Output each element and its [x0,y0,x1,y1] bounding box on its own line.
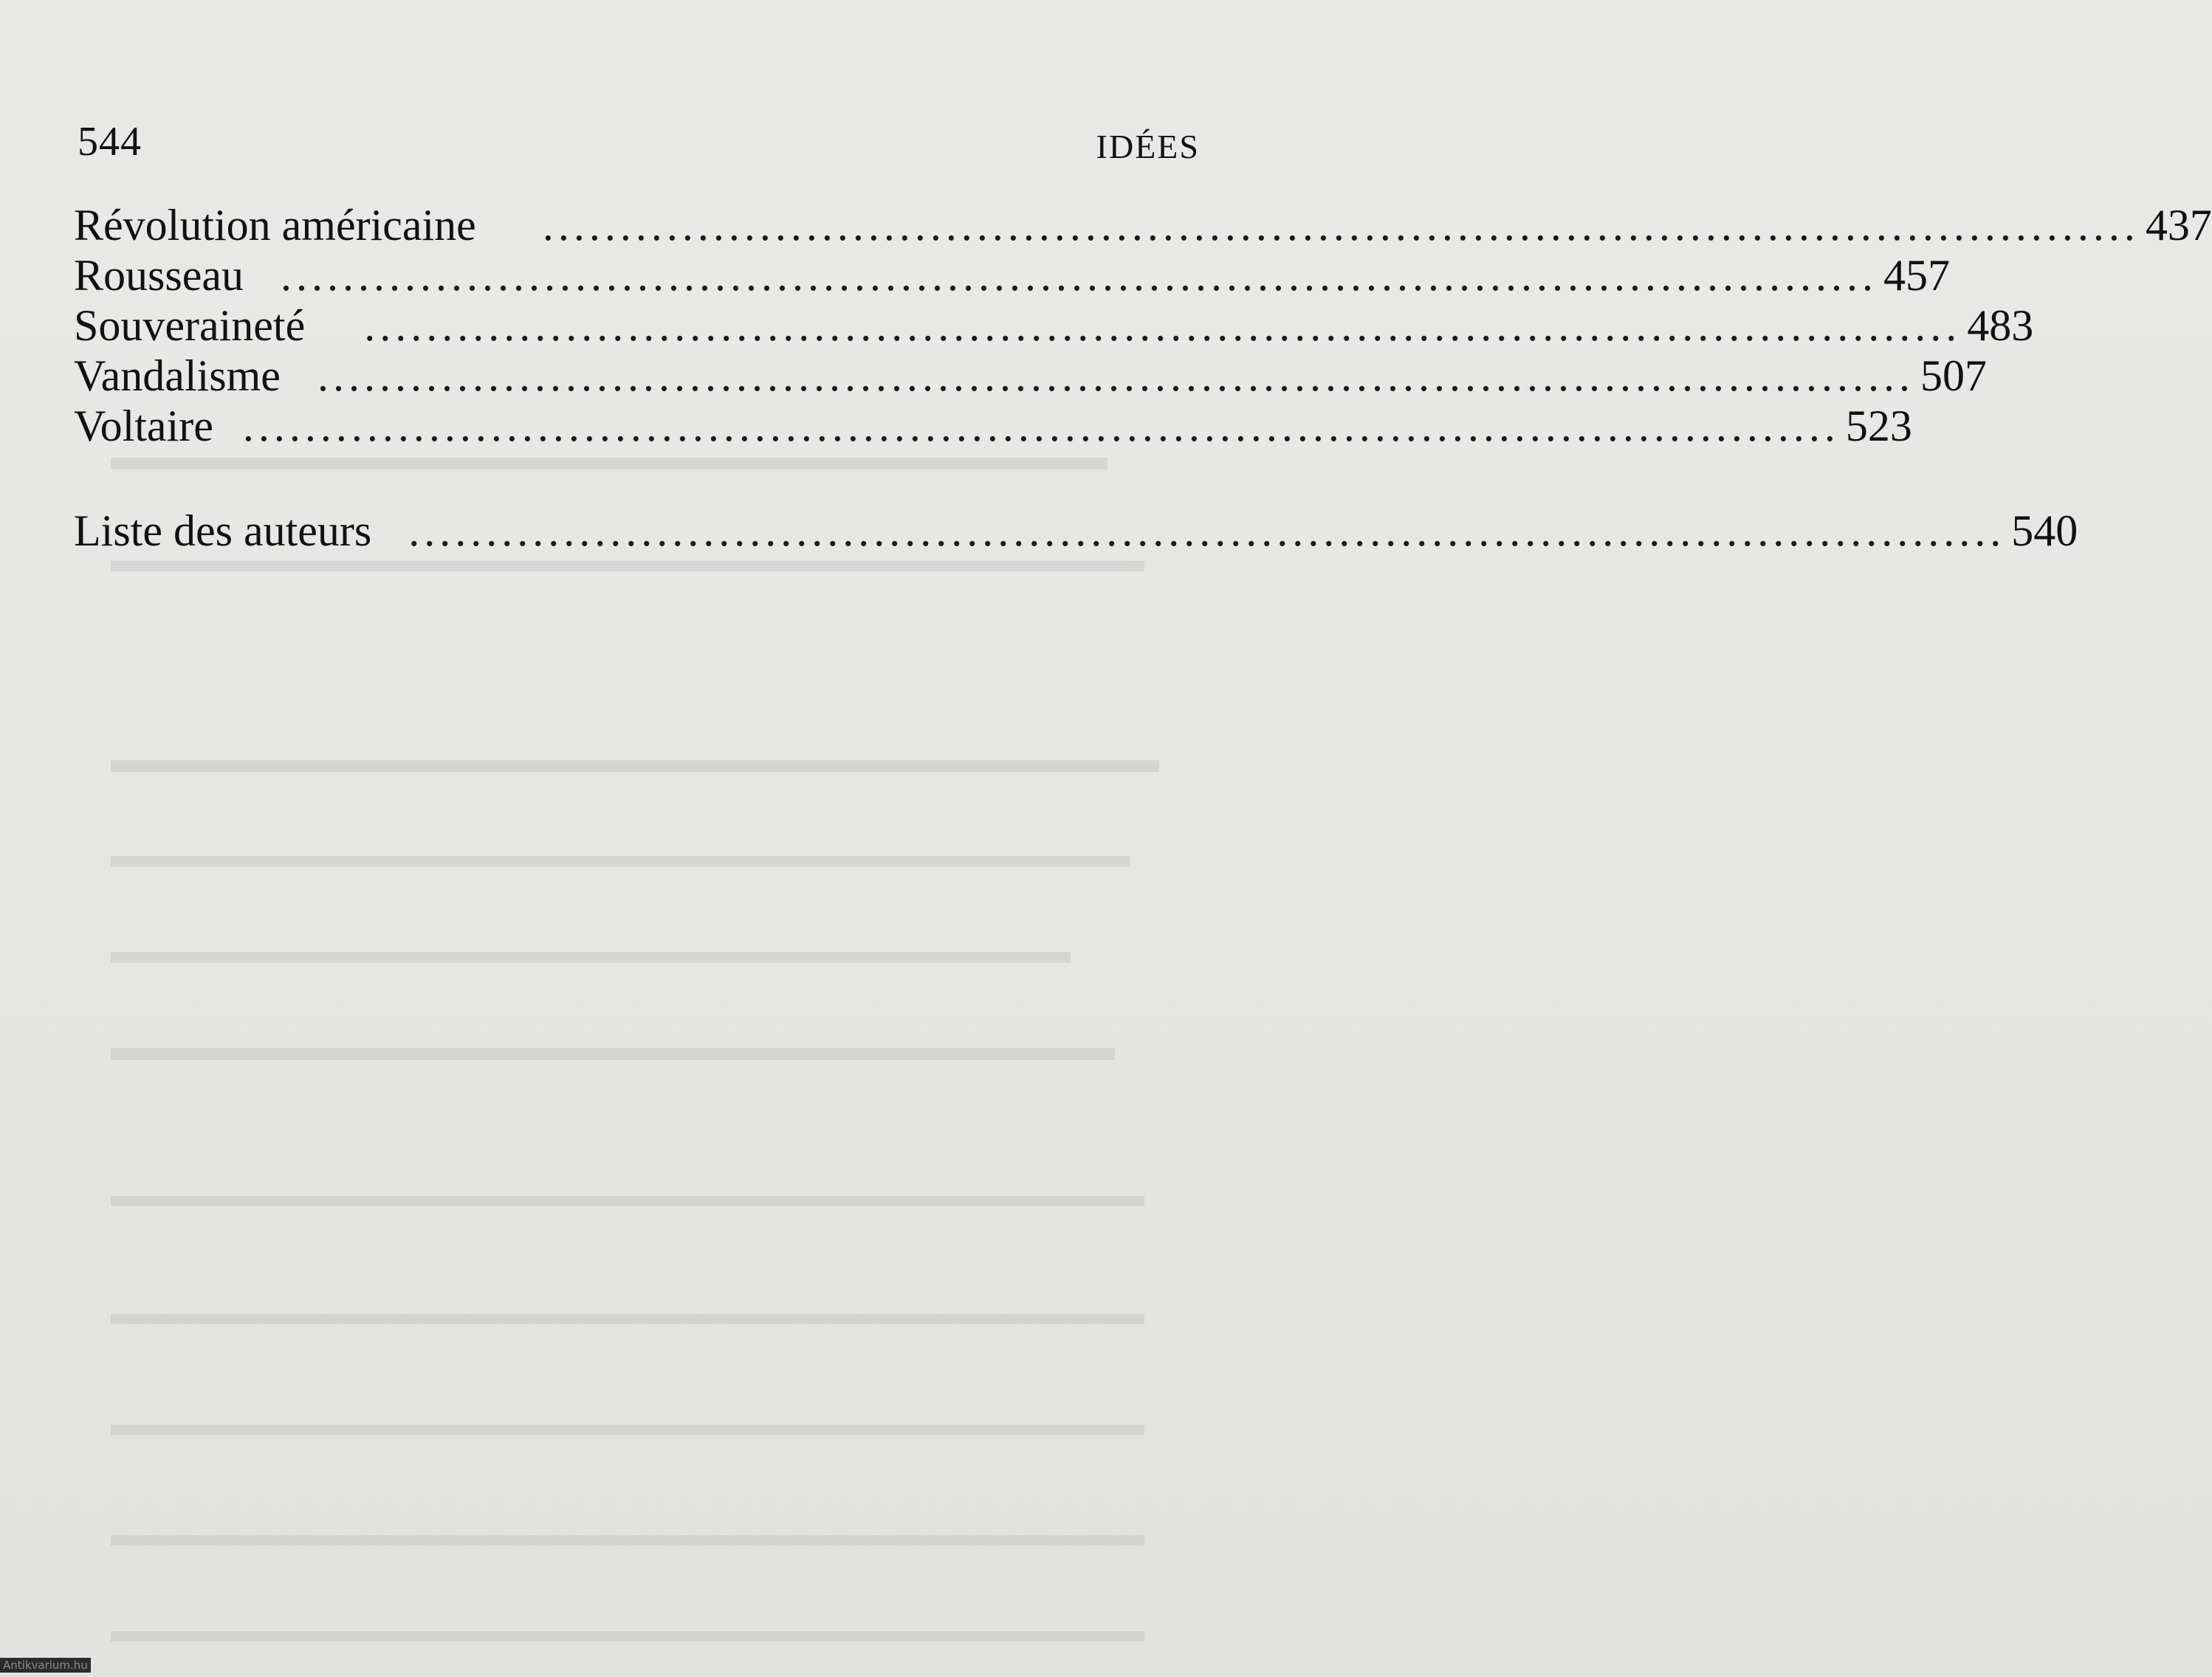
toc-entry [74,350,1987,402]
dot-leader: ....................................................................................................... [542,201,2140,249]
toc-entry-page: 523 [1845,402,1912,450]
toc-entry-title: Souveraineté [74,301,306,350]
toc-entry [74,249,1950,301]
toc-entry-title: Vandalisme [74,351,281,400]
toc-entry [74,505,2078,557]
page-number: 544 [78,119,142,165]
running-head [78,118,1200,170]
toc-entry-page: 437 [2145,201,2212,249]
toc-entry-title: Voltaire [74,402,213,450]
watermark: Antikvarium.hu [0,1658,91,1673]
toc-entry [74,300,2034,351]
dot-leader: ....................................................................................................... [280,251,1878,300]
toc-entry-title: Révolution américaine [74,201,476,249]
section-title: IDÉES [1096,128,1200,165]
toc-entry-page: 483 [1967,301,2034,350]
dot-leader: ....................................................................................................... [364,301,1962,350]
dot-leader: ....................................................................................................... [408,506,2006,555]
dot-leader: ....................................................................................................... [242,402,1840,450]
toc-entry-page: 507 [1920,351,1987,400]
toc-entry-page: 457 [1883,251,1950,300]
toc-entry-title: Liste des auteurs [74,506,372,555]
toc-entry-page: 540 [2011,506,2078,555]
dot-leader: ....................................................................................................... [317,351,1914,400]
toc-entry [74,199,2212,251]
toc-entry-title: Rousseau [74,251,244,300]
toc-entry [74,400,1912,452]
